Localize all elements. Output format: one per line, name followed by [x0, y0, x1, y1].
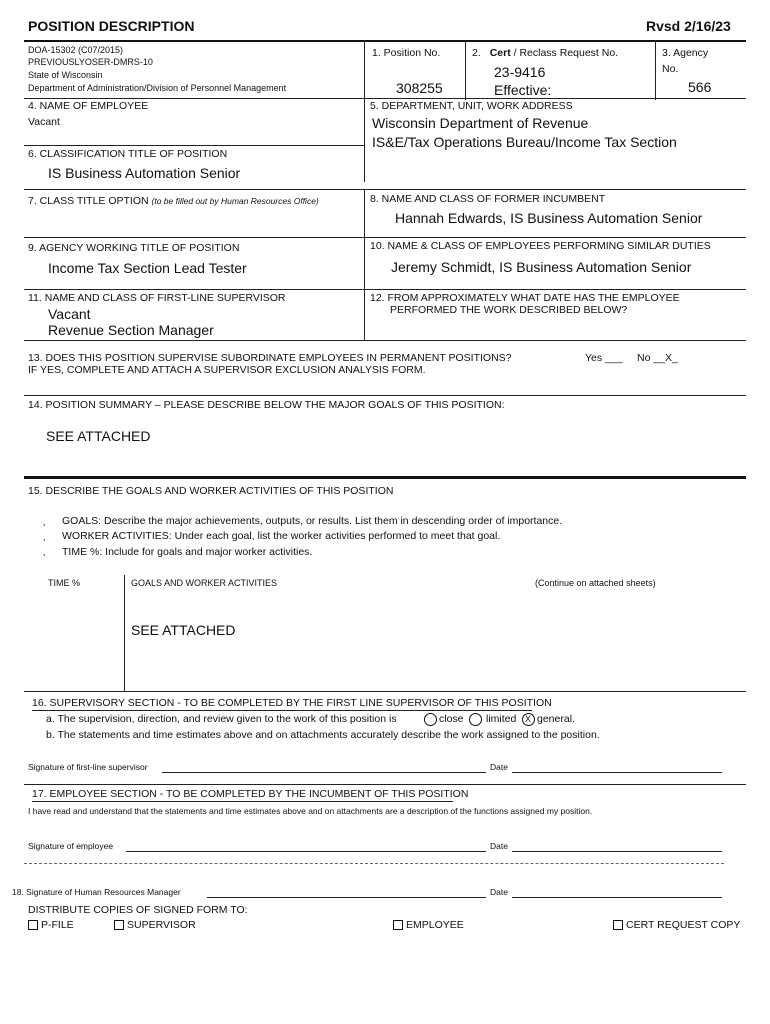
working-title-label: 9. AGENCY WORKING TITLE OF POSITION	[28, 242, 240, 254]
hr-date-label: Date	[490, 887, 508, 897]
position-summary-label: 14. POSITION SUMMARY – PLEASE DESCRIBE BELOW THE MAJOR GOALS OF THIS POSITION:	[28, 399, 505, 411]
hr-signature-label: 18. Signature of Human Resources Manager	[12, 887, 181, 897]
class-title-option-text: 7. CLASS TITLE OPTION	[28, 195, 149, 207]
supervisor-value-line1[interactable]: Vacant	[48, 306, 91, 322]
hr-signature-line[interactable]	[207, 897, 486, 898]
activities-bullet: WORKER ACTIVITIES: Under each goal, list the worker activities performed to meet that goal.	[62, 530, 501, 542]
general-radio[interactable]	[522, 713, 535, 726]
form-id: DOA-15302 (C07/2015)	[28, 45, 124, 55]
department-address-line2[interactable]: IS&E/Tax Operations Bureau/Income Tax Section	[372, 134, 677, 150]
goals-value[interactable]: SEE ATTACHED	[131, 622, 236, 638]
close-radio[interactable]	[424, 713, 437, 726]
employee-statement: I have read and understand that the statements and time estimates above and on attachments are a description of the functions assigned my position.	[28, 806, 593, 816]
state-name: State of Wisconsin	[28, 70, 103, 80]
cert-request-num: 2.	[472, 47, 481, 59]
former-incumbent-label: 8. NAME AND CLASS OF FORMER INCUMBENT	[370, 193, 606, 205]
classification-title-value[interactable]: IS Business Automation Senior	[48, 165, 241, 181]
employee-checkbox[interactable]	[393, 920, 403, 930]
employee-date-label: Date	[490, 841, 508, 851]
similar-duties-label: 10. NAME & CLASS OF EMPLOYEES PERFORMING SIMILAR DUTIES	[370, 240, 711, 252]
time-bullet: TIME %: Include for goals and major worker activities.	[62, 546, 313, 558]
close-option-label: close	[439, 713, 464, 725]
hr-date-line[interactable]	[512, 897, 722, 898]
general-radio-mark: X	[525, 714, 532, 724]
cert-request-bold: Cert	[489, 47, 511, 59]
cert-request-checkbox[interactable]	[613, 920, 623, 930]
supervisor-signature-label: Signature of first-line supervisor	[28, 762, 148, 772]
similar-duties-value[interactable]: Jeremy Schmidt, IS Business Automation Senior	[391, 259, 692, 275]
goals-label: 15. DESCRIBE THE GOALS AND WORKER ACTIVITIES OF THIS POSITION	[28, 485, 394, 497]
former-incumbent-value[interactable]: Hannah Edwards, IS Business Automation Senior	[395, 210, 703, 226]
supervisor-signature-line[interactable]	[162, 772, 486, 773]
cert-request-rest: / Reclass Request No.	[513, 47, 619, 59]
distribute-label: DISTRIBUTE COPIES OF SIGNED FORM TO:	[28, 904, 248, 916]
page-title: POSITION DESCRIPTION	[28, 18, 195, 34]
employee-name-label: 4. NAME OF EMPLOYEE	[28, 100, 149, 112]
cert-request-label	[472, 48, 618, 59]
cert-request-copy-label: CERT REQUEST COPY	[626, 919, 741, 931]
pfile-checkbox[interactable]	[28, 920, 38, 930]
employee-name-value[interactable]: Vacant	[28, 116, 60, 128]
agency-number-label: 3. Agency	[662, 47, 709, 59]
goals-bullet: GOALS: Describe the major achievements, outputs, or results. List them in descending order of importance.	[62, 515, 563, 527]
continue-note: (Continue on attached sheets)	[535, 578, 656, 588]
header-rule	[24, 40, 746, 42]
goals-column-header: GOALS AND WORKER ACTIVITIES	[131, 578, 278, 588]
supervisor-date-line[interactable]	[512, 772, 722, 773]
department-name: Department of Administration/Division of Personnel Management	[28, 83, 287, 93]
bullet-mark: ‚	[43, 532, 46, 543]
employee-date-line[interactable]	[512, 851, 722, 852]
supervise-yes[interactable]: Yes ___	[585, 352, 623, 364]
general-option-label: general.	[537, 713, 575, 725]
position-number-label: 1. Position No.	[372, 47, 441, 59]
supervisor-copy-label: SUPERVISOR	[127, 919, 196, 931]
agency-number-value[interactable]: 566	[688, 79, 712, 95]
employee-signature-label: Signature of employee	[28, 841, 114, 851]
work-date-label-2: PERFORMED THE WORK DESCRIBED BELOW?	[390, 304, 628, 316]
supervisory-section-label: 16. SUPERVISORY SECTION - TO BE COMPLETED BY THE FIRST LINE SUPERVISOR OF THIS POSITION	[32, 697, 552, 709]
agency-number-label-2: No.	[662, 63, 679, 75]
supervisor-date-label: Date	[490, 762, 508, 772]
work-date-label-1: 12. FROM APPROXIMATELY WHAT DATE HAS THE EMPLOYEE	[370, 292, 680, 304]
position-summary-value[interactable]: SEE ATTACHED	[46, 428, 151, 444]
classification-title-label: 6. CLASSIFICATION TITLE OF POSITION	[28, 148, 228, 160]
supervisor-value-line2[interactable]: Revenue Section Manager	[48, 322, 214, 338]
employee-section-label: 17. EMPLOYEE SECTION - TO BE COMPLETED BY THE INCUMBENT OF THIS POSITION	[32, 788, 469, 800]
class-title-option-label	[28, 196, 319, 207]
supervisor-checkbox[interactable]	[114, 920, 124, 930]
previous-form-id: PREVIOUSLYOSER-DMRS-10	[28, 57, 153, 67]
working-title-value[interactable]: Income Tax Section Lead Tester	[48, 260, 247, 276]
time-column-header: TIME %	[48, 578, 81, 588]
department-address-label: 5. DEPARTMENT, UNIT, WORK ADDRESS	[370, 100, 573, 112]
effective-label: Effective:	[494, 82, 552, 98]
bullet-mark: ‚	[43, 517, 46, 528]
department-address-line1[interactable]: Wisconsin Department of Revenue	[372, 115, 589, 131]
supervise-question: 13. DOES THIS POSITION SUPERVISE SUBORDINATE EMPLOYEES IN PERMANENT POSITIONS?	[28, 352, 512, 364]
limited-option-label: limited	[486, 713, 517, 725]
bullet-mark: ‚	[43, 547, 46, 558]
position-number-value[interactable]: 308255	[396, 80, 443, 96]
supervisor-label: 11. NAME AND CLASS OF FIRST-LINE SUPERVISOR	[28, 292, 286, 304]
cert-request-value[interactable]: 23-9416	[494, 64, 546, 80]
class-title-option-note: (to be filled out by Human Resources Office)	[151, 196, 319, 206]
employee-copy-label: EMPLOYEE	[406, 919, 464, 931]
supervise-instruction: IF YES, COMPLETE AND ATTACH A SUPERVISOR EXCLUSION ANALYSIS FORM.	[28, 364, 426, 376]
supervise-no[interactable]: No __X_	[637, 352, 678, 364]
employee-signature-line[interactable]	[126, 851, 486, 852]
limited-radio[interactable]	[469, 713, 482, 726]
statements-accuracy-text: b. The statements and time estimates above and on attachments accurately describe the work assigned to the position.	[46, 729, 600, 741]
supervision-level-text: a. The supervision, direction, and review given to the work of this position is	[46, 713, 397, 725]
pfile-label: P-FILE	[41, 919, 74, 931]
revision-date: Rvsd 2/16/23	[646, 18, 731, 34]
